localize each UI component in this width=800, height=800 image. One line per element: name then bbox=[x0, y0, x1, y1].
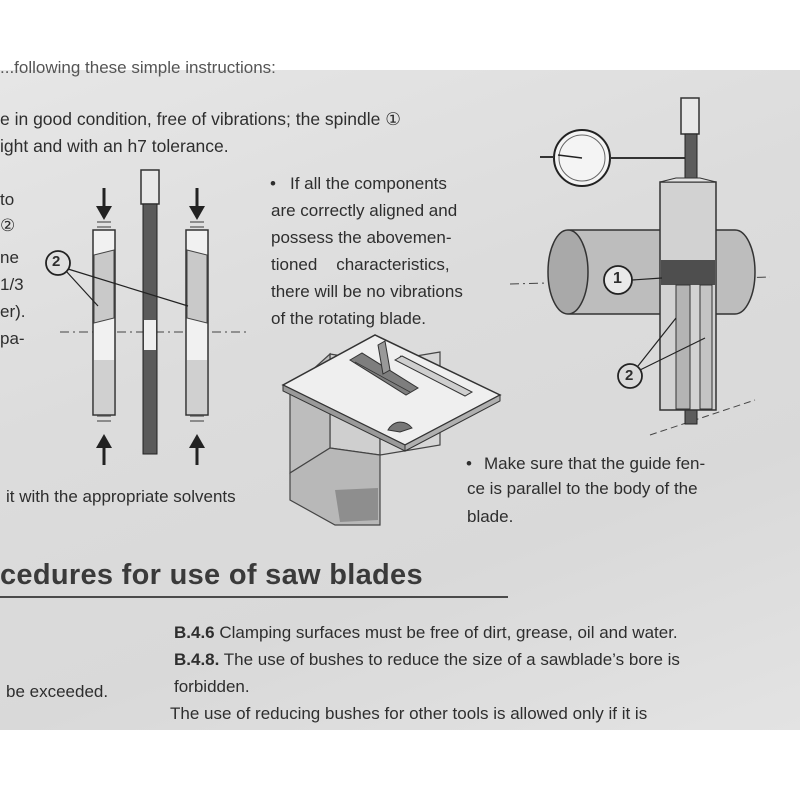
blade-diagram-left bbox=[93, 188, 115, 465]
down-arrow-icon bbox=[96, 206, 112, 220]
top-cut-line: ...following these simple instructions: bbox=[0, 58, 276, 77]
left-fragment: to bbox=[0, 190, 15, 209]
spindle-dial-illustration bbox=[540, 98, 755, 424]
bullet-line: tioned characteristics, bbox=[271, 255, 450, 274]
down-arrow-icon bbox=[189, 206, 205, 220]
bullet-line: If all the components bbox=[290, 174, 447, 193]
rule-text: Clamping surfaces must be free of dirt, grease, oil and water. bbox=[214, 623, 678, 642]
callout-label-2: 2 bbox=[52, 253, 61, 270]
bullet-line: of the rotating blade. bbox=[271, 309, 427, 328]
bushes-line: The use of reducing bushes for other tools is allowed only if it is bbox=[170, 704, 648, 723]
bullet-line: possess the abovemen- bbox=[271, 228, 452, 247]
solvents-line: it with the appropriate solvents bbox=[6, 487, 236, 506]
intro-line-1: e in good condition, free of vibrations; the spindle ① bbox=[0, 109, 401, 129]
blade-diagram-right bbox=[186, 188, 208, 465]
rule-b48-continued: forbidden. bbox=[174, 677, 250, 696]
callout-label-2: 2 bbox=[625, 367, 634, 384]
up-arrow-icon bbox=[96, 434, 112, 448]
bullet-line: blade. bbox=[467, 507, 514, 526]
bullet-line: are correctly aligned and bbox=[271, 201, 458, 220]
left-fragment: er). bbox=[0, 302, 26, 321]
table-saw-illustration bbox=[283, 335, 500, 525]
rule-number: B.4.6 bbox=[174, 623, 215, 642]
rule-number: B.4.8. bbox=[174, 650, 220, 669]
section-heading: cedures for use of saw blades bbox=[0, 559, 423, 591]
manual-page bbox=[0, 58, 800, 730]
saw-blade-section bbox=[141, 170, 159, 454]
bullet-line: ce is parallel to the body of the bbox=[467, 479, 698, 498]
up-arrow-icon bbox=[189, 434, 205, 448]
bullet-mark: • bbox=[270, 174, 276, 193]
left-fragment: pa- bbox=[0, 329, 25, 348]
heading-rule bbox=[0, 596, 508, 598]
intro-line-2: ight and with an h7 tolerance. bbox=[0, 136, 229, 156]
left-fragment: ne bbox=[0, 248, 19, 267]
rule-text: The use of bushes to reduce the size of a sawblade’s bore is bbox=[219, 650, 680, 669]
bullet-mark: • bbox=[466, 454, 472, 473]
bullet-line: there will be no vibrations bbox=[271, 282, 463, 301]
left-exceeded: be exceeded. bbox=[6, 682, 109, 701]
rule-b48 bbox=[174, 650, 680, 670]
left-fragment: 1/3 bbox=[0, 275, 24, 294]
callout-label-1: 1 bbox=[613, 270, 622, 287]
rule-b46 bbox=[174, 623, 678, 643]
bullet-line: Make sure that the guide fen- bbox=[484, 454, 706, 473]
left-fragment: ② bbox=[0, 216, 16, 235]
